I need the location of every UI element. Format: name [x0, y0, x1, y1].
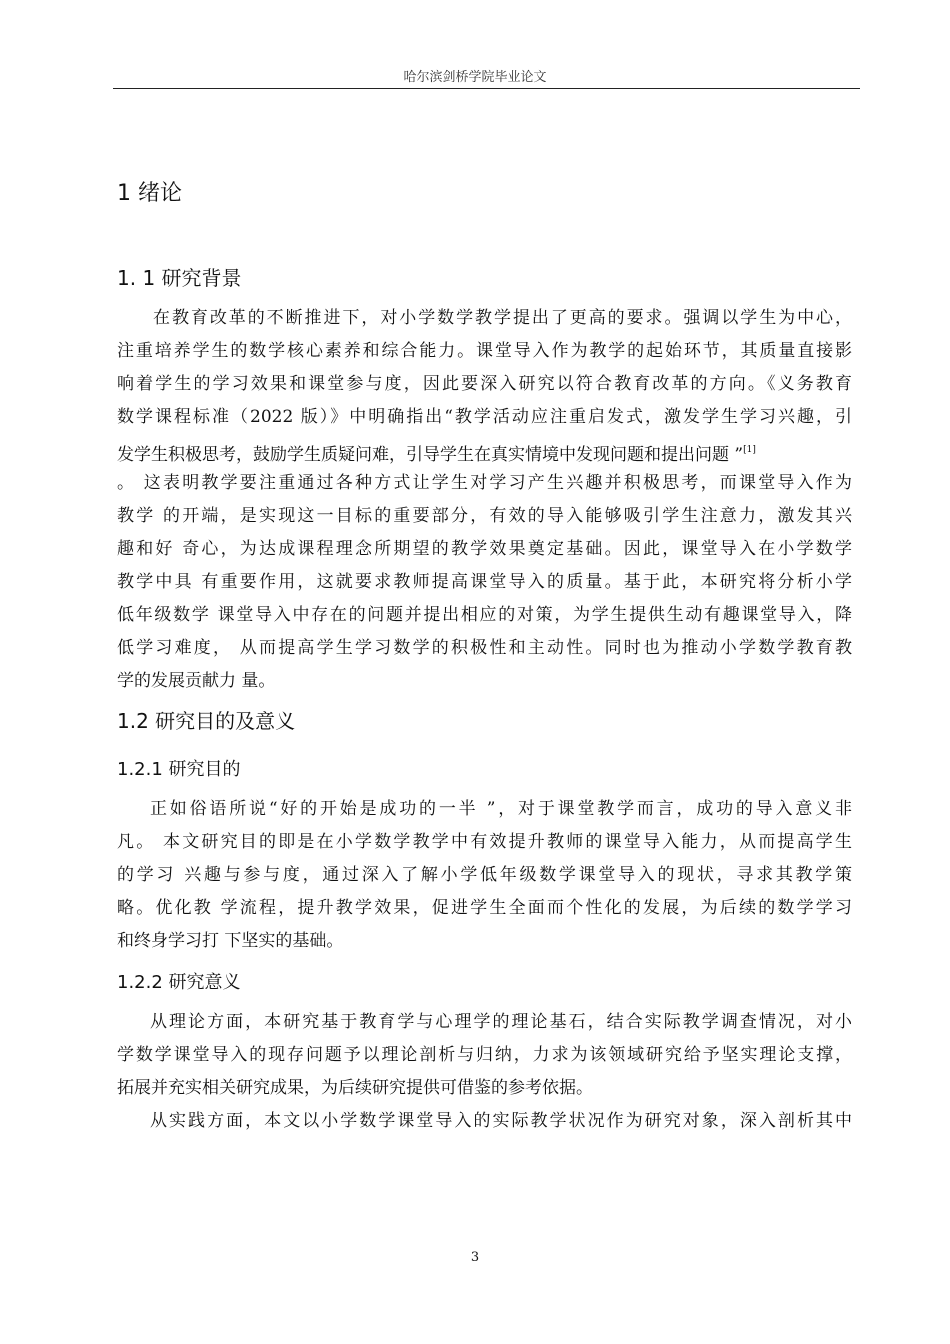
section-title-1-2: 1.2 研究目的及意义 [117, 709, 296, 733]
line-text: 发学生积极思考，鼓励学生质疑问难，引导学生在真实情境中发现问题和提出问题 ” [117, 445, 744, 465]
chapter-title: 1 绪论 [117, 181, 182, 206]
paragraph-line: 从实践方面，本文以小学数学课堂导入的实际教学状况作为研究对象，深入剖析其中 [150, 1111, 852, 1131]
paragraph-line: 和终身学习打 下坚实的基础。 [117, 931, 344, 951]
paragraph-line: 。 这表明教学要注重通过各种方式让学生对学习产生兴趣并积极思考，而课堂导入作为 [117, 473, 852, 493]
subsection-title-1-2-2: 1.2.2 研究意义 [117, 972, 241, 993]
paragraph-line: 教学中具 有重要作用，这就要求教师提高课堂导入的质量。基于此，本研究将分析小学 [117, 572, 852, 592]
paragraph-line: 学的发展贡献力 量。 [117, 671, 276, 691]
paragraph-line: 在教育改革的不断推进下，对小学数学教学提出了更高的要求。强调以学生为中心， [153, 308, 852, 328]
subsection-title-1-2-1: 1.2.1 研究目的 [117, 759, 241, 780]
citation-ref[interactable]: [1] [743, 445, 756, 455]
paragraph-line: 注重培养学生的数学核心素养和综合能力。课堂导入作为教学的起始环节，其质量直接影 [117, 341, 852, 361]
section-title-1-1: 1. 1 研究背景 [117, 266, 242, 290]
paragraph-line: 教学 的开端，是实现这一目标的重要部分，有效的导入能够吸引学生注意力，激发其兴 [117, 506, 852, 526]
paragraph-line: 正如俗语所说“好的开始是成功的一半 ”，对于课堂教学而言，成功的导入意义非 [150, 799, 852, 819]
paragraph-line: 数学课程标准（2022 版）》中明确指出“教学活动应注重启发式，激发学生学习兴趣，引 [117, 407, 852, 427]
header-rule [113, 88, 860, 89]
paragraph-line [117, 438, 852, 465]
paragraph-line: 的学习 兴趣与参与度，通过深入了解小学低年级数学课堂导入的现状，寻求其教学策 [117, 865, 852, 885]
paragraph-line: 响着学生的学习效果和课堂参与度，因此要深入研究以符合教育改革的方向。《义务教育 [117, 374, 852, 394]
running-header: 哈尔滨剑桥学院毕业论文 [403, 70, 547, 85]
page-number: 3 [470, 1250, 480, 1265]
paragraph-line: 拓展并充实相关研究成果，为后续研究提供可借鉴的参考依据。 [117, 1078, 593, 1098]
paragraph-line: 低年级数学 课堂导入中存在的问题并提出相应的对策，为学生提供生动有趣课堂导入，降 [117, 605, 852, 625]
paragraph-line: 略。优化教 学流程，提升教学效果，促进学生全面而个性化的发展，为后续的数学学习 [117, 898, 852, 918]
paragraph-line: 凡。 本文研究目的即是在小学数学教学中有效提升教师的课堂导入能力，从而提高学生 [117, 832, 852, 852]
paragraph-line: 从理论方面，本研究基于教育学与心理学的理论基石，结合实际教学调查情况，对小 [150, 1012, 852, 1032]
paragraph-line: 低学习难度， 从而提高学生学习数学的积极性和主动性。同时也为推动小学数学教育教 [117, 638, 852, 658]
paragraph-line: 趣和好 奇心，为达成课程理念所期望的教学效果奠定基础。因此，课堂导入在小学数学 [117, 539, 852, 559]
paragraph-line: 学数学课堂导入的现存问题予以理论剖析与归纳，力求为该领域研究给予坚实理论支撑， [117, 1045, 852, 1065]
